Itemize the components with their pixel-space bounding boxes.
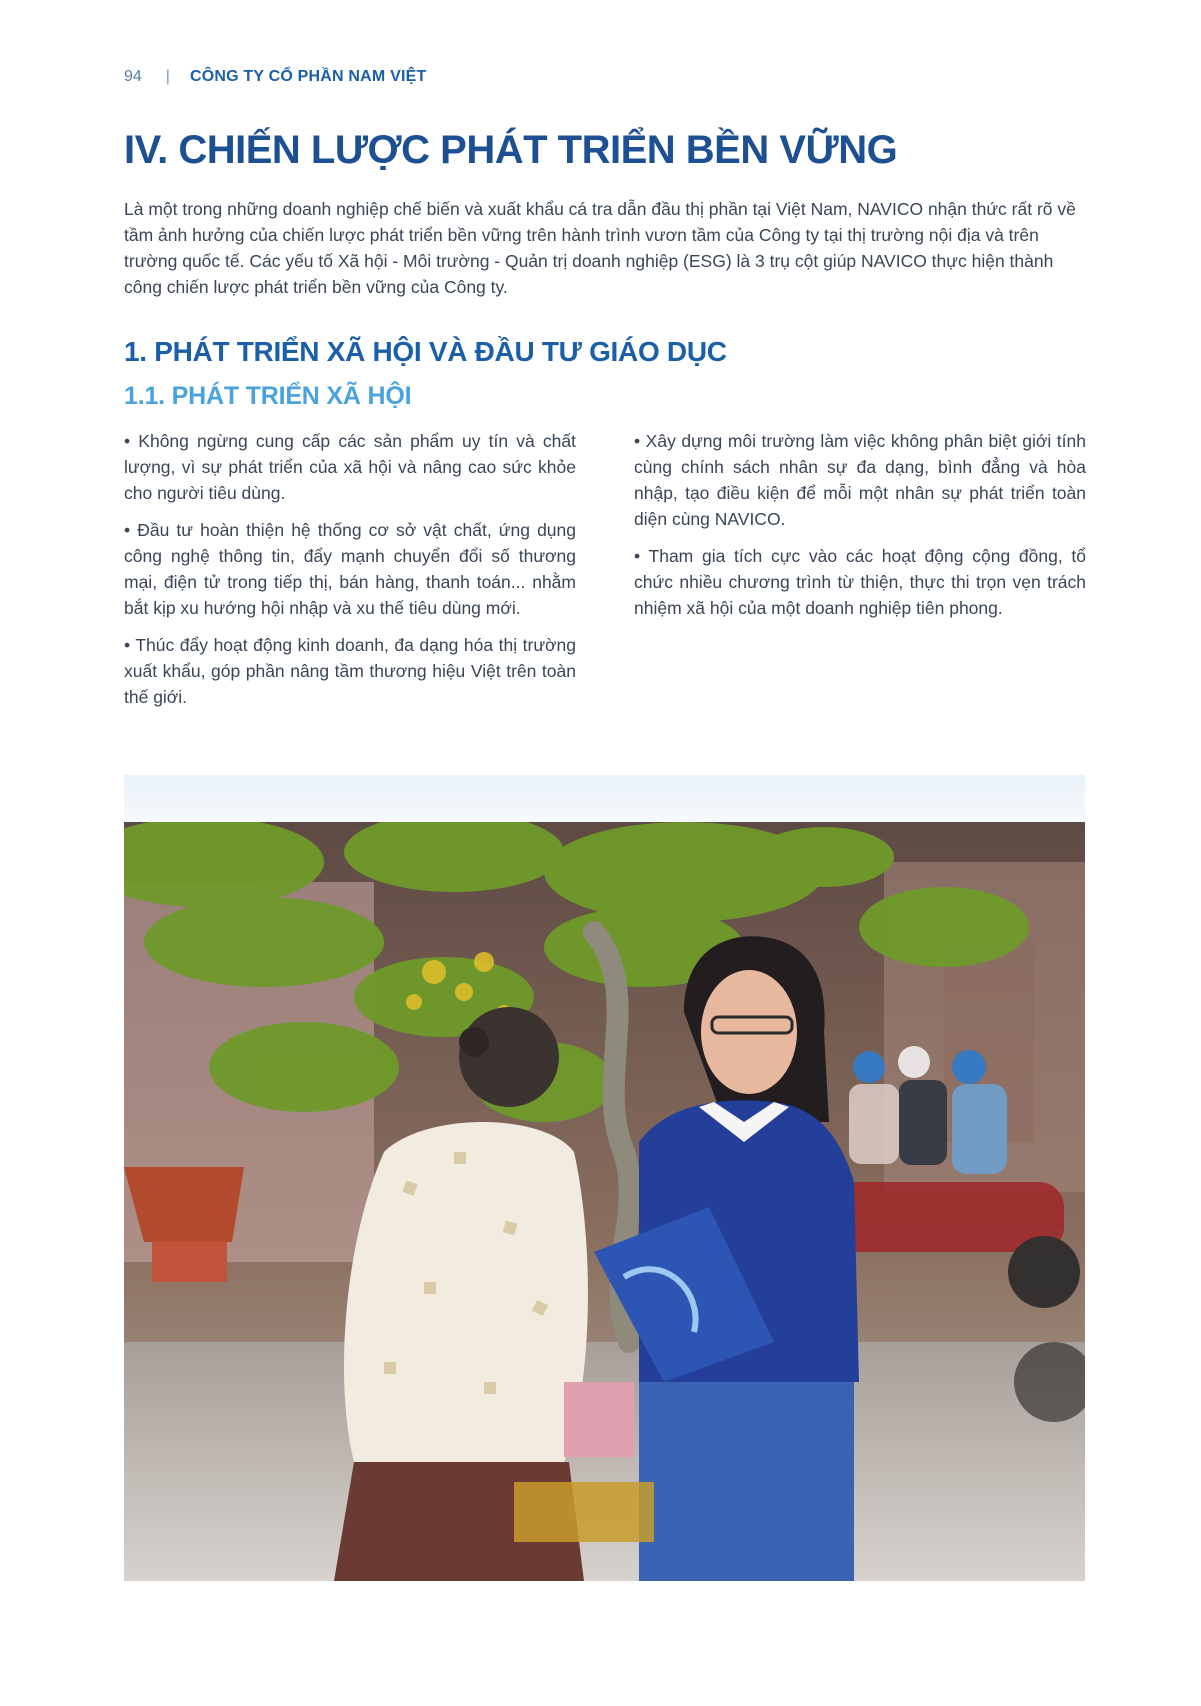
subsection-title: 1. PHÁT TRIỂN XÃ HỘI VÀ ĐẦU TƯ GIÁO DỤC — [124, 336, 727, 367]
section-intro: Là một trong những doanh nghiệp chế biến và xuất khẩu cá tra dẫn đầu thị phần tại Việt Nam, NAVICO nhận thức rất rõ về tầm ảnh hưởng của chiến lược phát triển bền vững trên hành trình vươn tầm của Công ty tại thị trường nội địa và trên trường quốc tế. Các yếu tố Xã hội - Môi trường - Quản trị doanh nghiệp (ESG) là 3 trụ cột giúp NAVICO thực hiện thành công chiến lược phát triển bền vững của Công ty. — [124, 199, 1076, 297]
bullet-item: • Không ngừng cung cấp các sản phẩm uy tín và chất lượng, vì sự phát triển của xã hội và nâng cao sức khỏe cho người tiêu dùng. — [124, 431, 576, 503]
photo-top-band — [124, 775, 1085, 822]
company-name: CÔNG TY CỔ PHẦN NAM VIỆT — [189, 68, 427, 85]
bullet-column-right — [634, 428, 1086, 632]
section-title: IV. CHIẾN LƯỢC PHÁT TRIỂN BỀN VỮNG — [124, 128, 898, 172]
bullet-column-left — [124, 428, 576, 721]
subsection-subtitle: 1.1. PHÁT TRIỂN XÃ HỘI — [124, 382, 412, 410]
page-number: 94 — [124, 68, 142, 85]
page-header — [124, 68, 426, 86]
bullet-item: • Xây dựng môi trường làm việc không phân biệt giới tính cùng chính sách nhân sự đa dạng, bình đẳng và hòa nhập, tạo điều kiện để mỗi một nhân sự phát triển toàn diện cùng NAVICO. — [634, 431, 1086, 529]
bullet-item: • Đầu tư hoàn thiện hệ thống cơ sở vật chất, ứng dụng công nghệ thông tin, đẩy mạnh chuyển đổi số thương mại, điện tử trong tiếp thị, bán hàng, thanh toán... nhằm bắt kịp xu hướng hội nhập và xu thế tiêu dùng mới. — [124, 520, 576, 618]
charity-event-photo — [124, 775, 1085, 1581]
header-separator: | — [165, 68, 170, 85]
bullet-item: • Tham gia tích cực vào các hoạt động cộng đồng, tổ chức nhiều chương trình từ thiện, thực thi trọn vẹn trách nhiệm xã hội của một doanh nghiệp tiên phong. — [634, 546, 1086, 618]
photo-illustration — [124, 822, 1085, 1581]
bullet-item: • Thúc đẩy hoạt động kinh doanh, đa dạng hóa thị trường xuất khẩu, góp phần nâng tầm thương hiệu Việt trên toàn thế giới. — [124, 635, 576, 707]
